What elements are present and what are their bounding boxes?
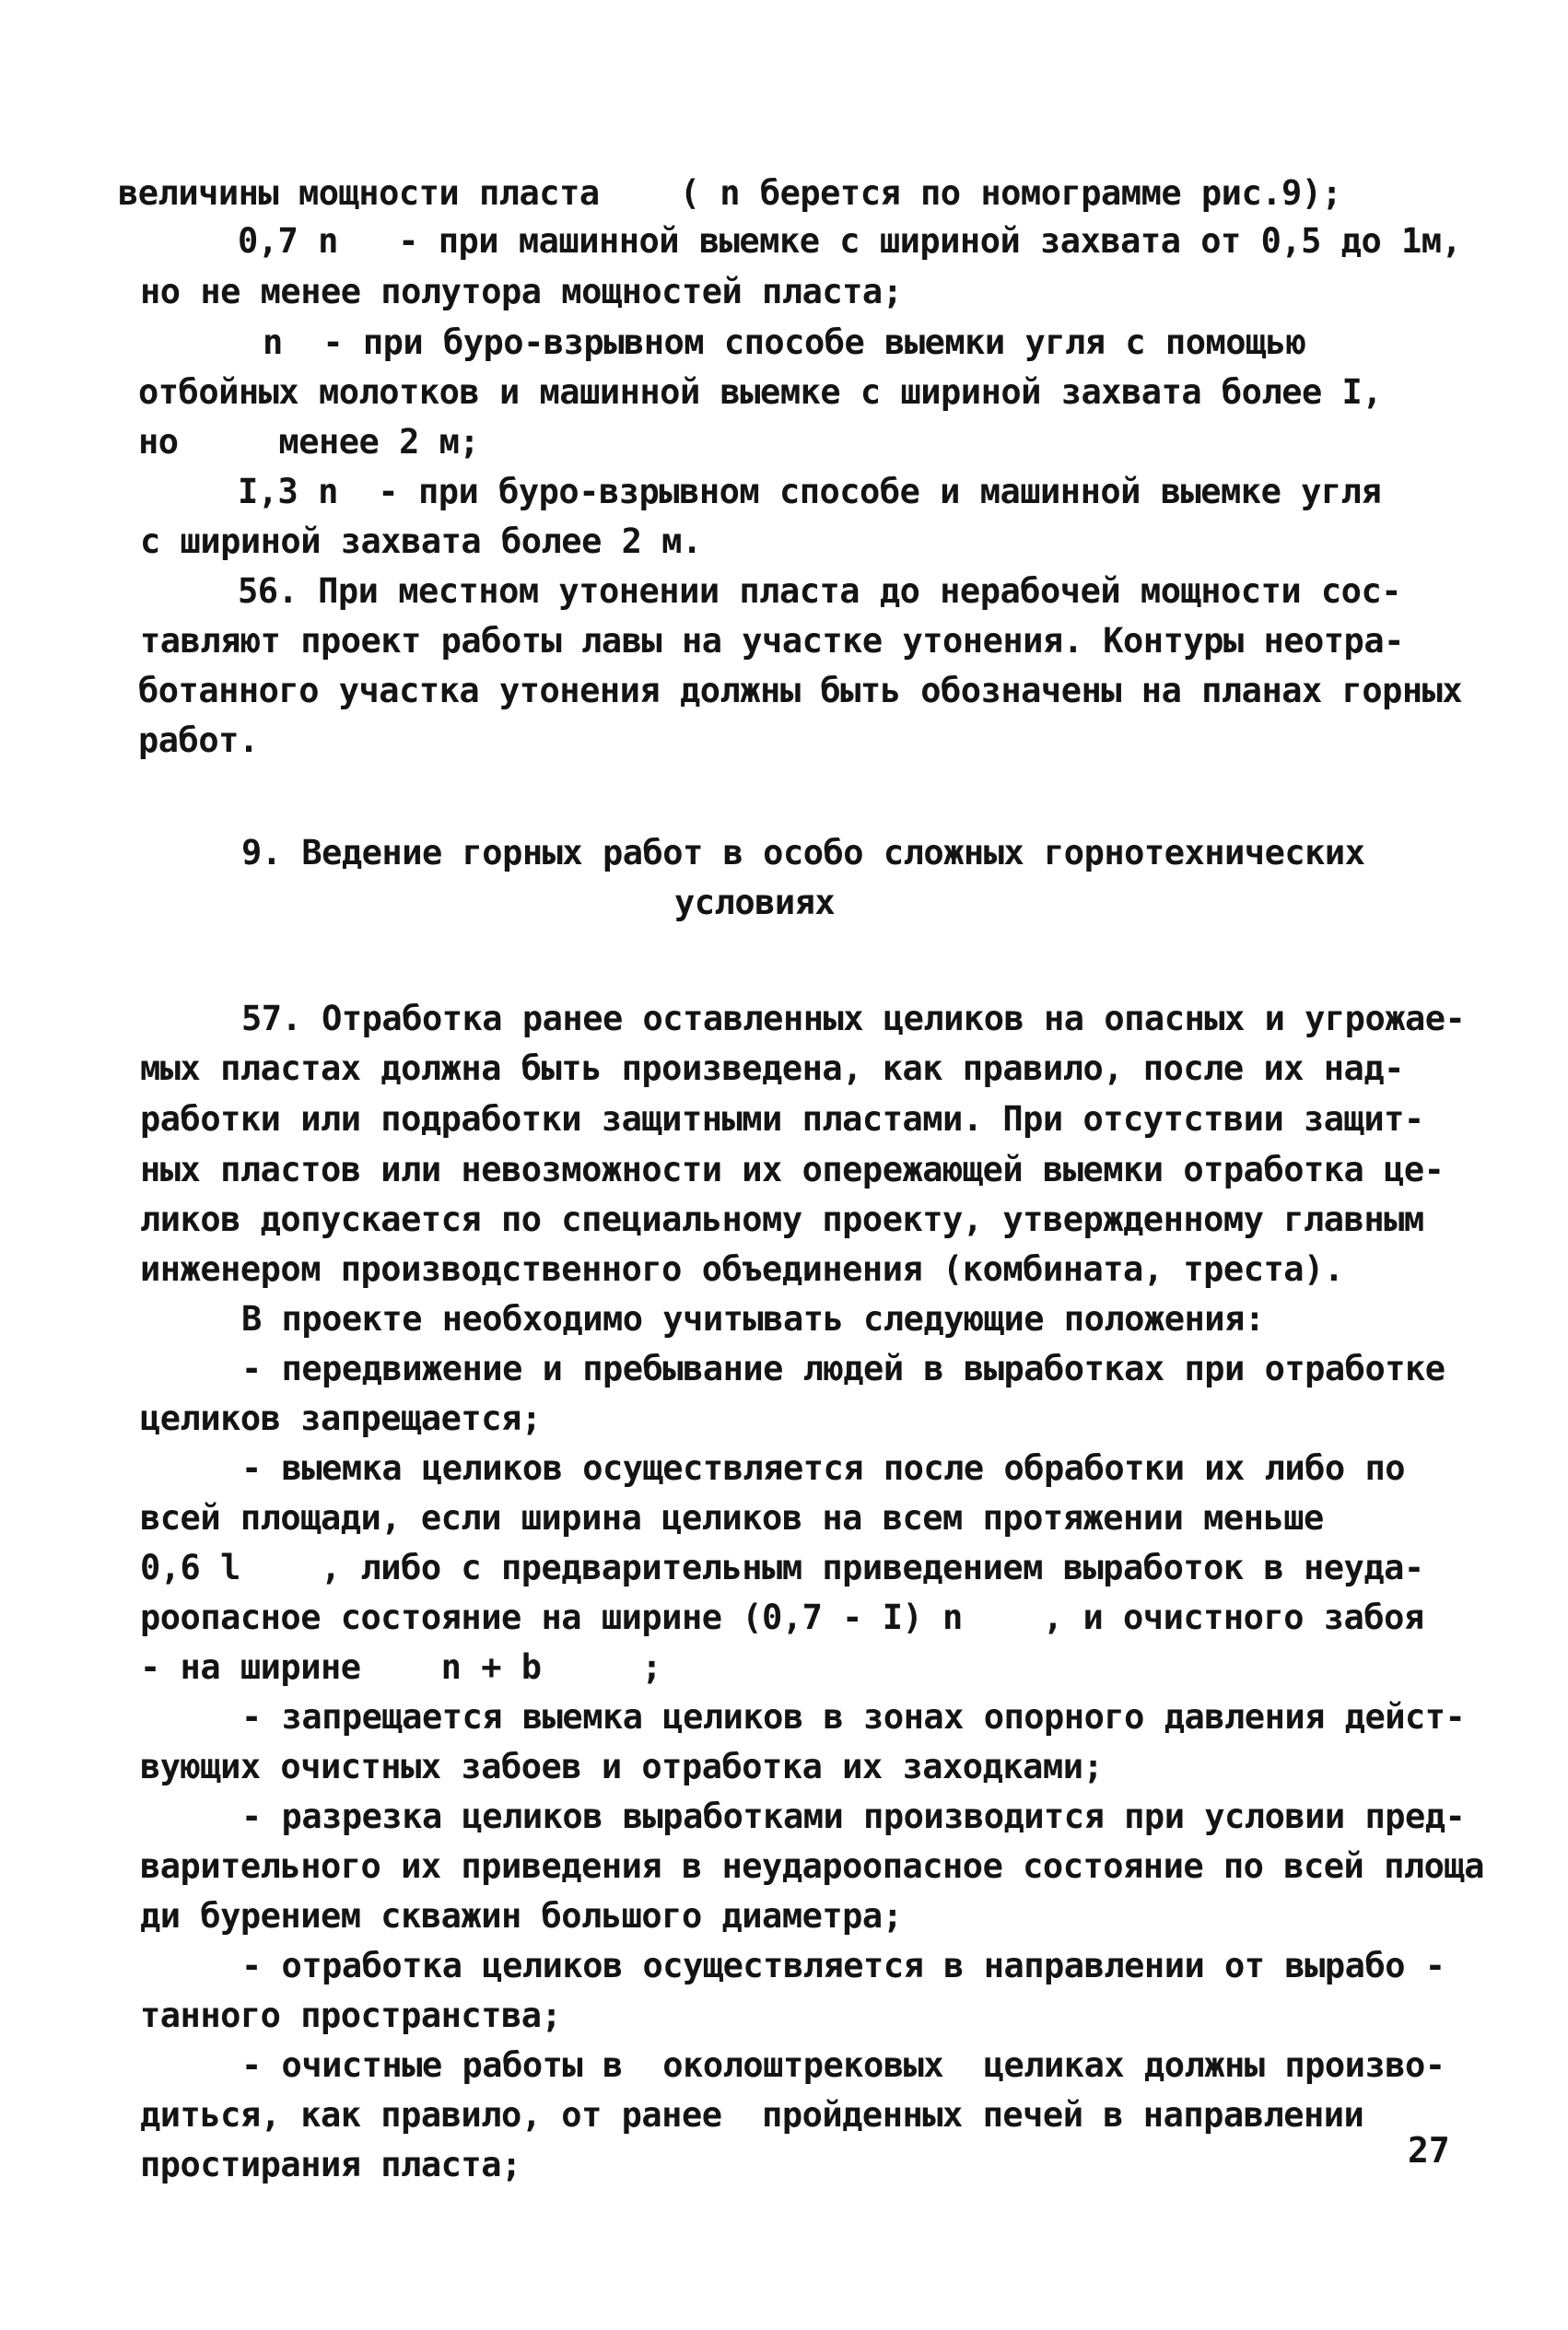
list-item: - передвижение и пребывание людей в выработках при отработке — [241, 1349, 1445, 1388]
text-line: ликов допускается по специальному проекту, утвержденному главным — [140, 1200, 1424, 1239]
text-line: всей площади, если ширина целиков на всем протяжении меньше — [140, 1498, 1324, 1538]
text-line: ботанного участка утонения должны быть обозначены на планах горных — [138, 671, 1463, 710]
text-line: I,3 n - при буро-взрывном способе и машинной выемке угля — [238, 472, 1382, 511]
text-line: 0,7 n - при машинной выемке с шириной захвата от 0,5 до 1м, — [238, 221, 1462, 261]
text-line: роопасное состояние на ширине (0,7 - I) n , и очистного забоя — [140, 1598, 1424, 1637]
text-line: но менее 2 м; — [138, 422, 480, 462]
text-line: величины мощности пласта ( n берется по номограмме рис.9); — [118, 173, 1342, 213]
text-line: работки или подработки защитными пластами. При отсутствии защит- — [140, 1099, 1424, 1139]
text-line: целиков запрещается; — [140, 1399, 542, 1438]
text-line: с шириной захвата более 2 м. — [140, 521, 702, 561]
text-line: работ. — [138, 720, 259, 760]
section-heading: 9. Ведение горных работ в особо сложных горнотехнических — [241, 833, 1365, 872]
list-item: - отработка целиков осуществляется в направлении от вырабо - — [241, 1946, 1445, 1985]
text-line: отбойных молотков и машинной выемке с шириной захвата более I, — [138, 372, 1383, 412]
list-item: - выемка целиков осуществляется после обработки их либо по — [241, 1448, 1406, 1488]
text-line: варительного их приведения в неудароопасное состояние по всей площа — [140, 1846, 1484, 1886]
text-line: ди бурением скважин большого диаметра; — [140, 1896, 903, 1936]
list-item: - разрезка целиков выработками производится при условии пред- — [241, 1797, 1466, 1836]
text-line: n - при буро-взрывном способе выемки угля с помощью — [263, 322, 1306, 362]
text-line: танного пространства; — [140, 1996, 562, 2035]
list-item: - очистные работы в околоштрековых целиках должны произво- — [241, 2045, 1445, 2085]
text-line: мых пластах должна быть произведена, как правило, после их над- — [140, 1048, 1404, 1088]
text-line: 0,6 l , либо с предварительным приведением выработок в неуда- — [140, 1548, 1424, 1587]
text-line: ных пластов или невозможности их опережающей выемки отработка це- — [140, 1150, 1445, 1189]
text-line: диться, как правило, от ранее пройденных печей в направлении — [140, 2095, 1364, 2135]
page-number: 27 — [1408, 2130, 1450, 2171]
list-item: - запрещается выемка целиков в зонах опорного давления дейст- — [241, 1697, 1466, 1737]
text-line: В проекте необходимо учитывать следующие положения: — [241, 1299, 1265, 1339]
text-line: простирания пласта; — [140, 2145, 521, 2184]
text-line: инженером производственного объединения (комбината, треста). — [140, 1249, 1344, 1289]
text-line: вующих очистных забоев и отработка их заходками; — [140, 1747, 1104, 1786]
text-line: но не менее полутора мощностей пласта; — [140, 272, 903, 311]
text-line: 57. Отработка ранее оставленных целиков на опасных и угрожае- — [241, 999, 1466, 1038]
text-line: - на ширине n + b ; — [140, 1647, 662, 1687]
section-heading-cont: условиях — [674, 883, 836, 922]
text-line: 56. При местном утонении пласта до нерабочей мощности сос- — [238, 571, 1402, 611]
text-line: тавляют проект работы лавы на участке утонения. Контуры неотра- — [140, 621, 1404, 661]
